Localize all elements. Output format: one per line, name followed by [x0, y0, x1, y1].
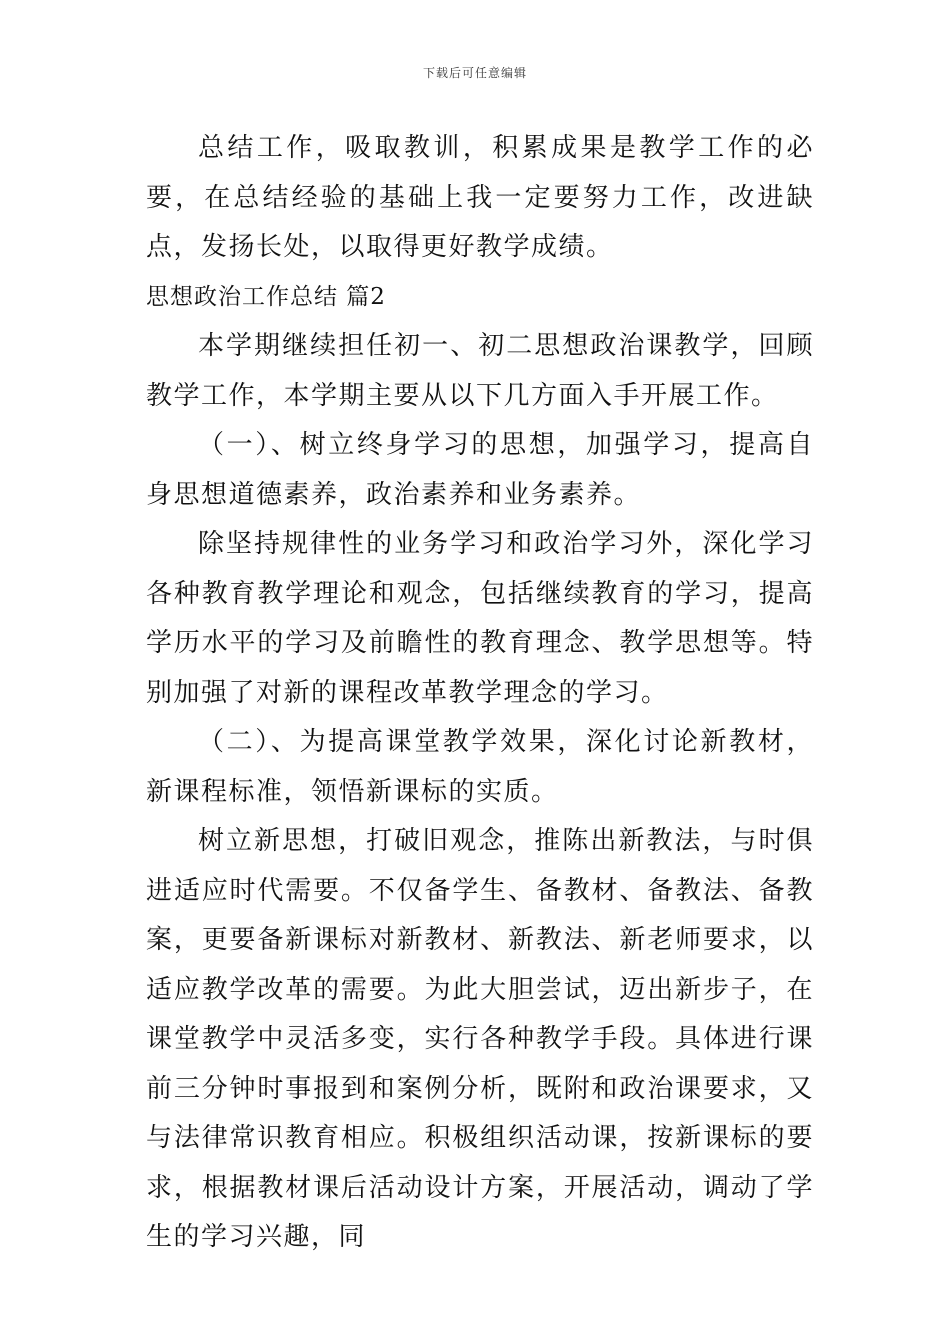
paragraph-study: 除坚持规律性的业务学习和政治学习外，深化学习各种教育教学理论和观念，包括继续教育的学习，提高学历水平的学习及前瞻性的教育理念、教学思想等。特别加强了对新的课程改革教学理念的学习。: [146, 529, 814, 708]
page-header: 下载后可任意编辑: [422, 66, 527, 80]
paragraph-point-one: （一）、树立终身学习的思想，加强学习，提高自身思想道德素养，政治素养和业务素养。: [146, 430, 814, 510]
paragraph-new-ideas: 树立新思想，打破旧观念，推陈出新教法，与时俱进适应时代需要。不仅备学生、备教材、备教法、备教案，更要备新课标对新教材、新教法、新老师要求，以适应教学改革的需要。为此大胆尝试，迈出新步子，在课堂教学中灵活多变，实行各种教学手段。具体进行课前三分钟时事报到和案例分析，既附和政治课要求，又与法律常识教育相应。积极组织活动课，按新课标的要求，根据教材课后活动设计方案，开展活动，调动了学生的学习兴趣，同: [146, 826, 814, 1252]
paragraph-point-two: （二）、为提高课堂教学效果，深化讨论新教材，新课程标准，领悟新课标的实质。: [146, 727, 814, 807]
section-heading: 思想政治工作总结 篇2: [146, 283, 386, 310]
paragraph-intro: 本学期继续担任初一、初二思想政治课教学，回顾教学工作，本学期主要从以下几方面入手开展工作。: [146, 331, 814, 411]
document-body: [146, 124, 814, 1263]
paragraph-summary: 总结工作，吸取教训，积累成果是教学工作的必要，在总结经验的基础上我一定要努力工作，改进缺点，发扬长处，以取得更好教学成绩。: [146, 133, 814, 262]
